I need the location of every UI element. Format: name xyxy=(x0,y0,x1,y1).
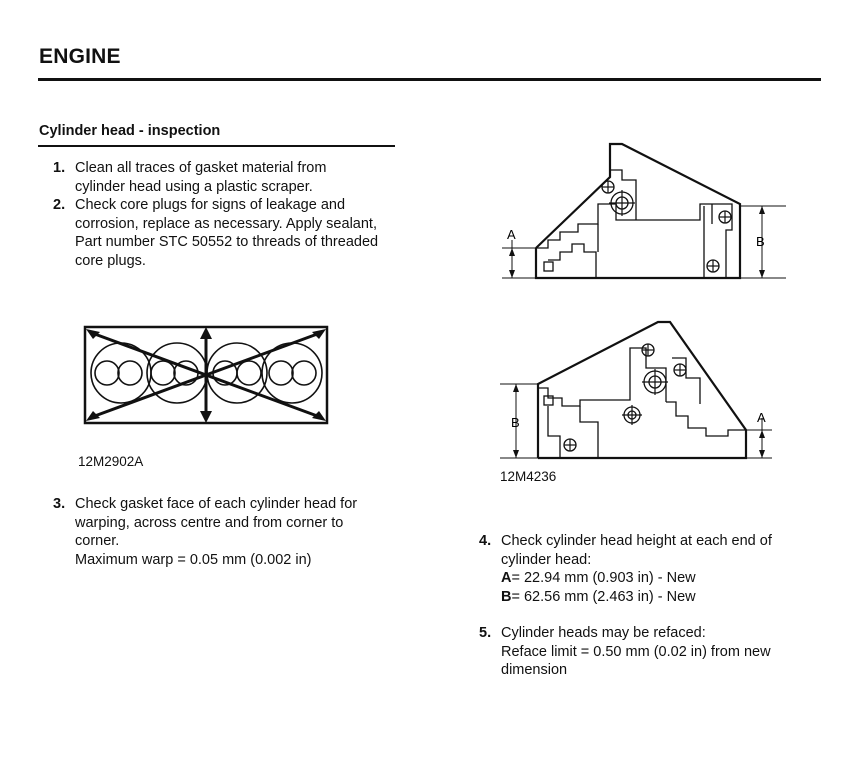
page-title: ENGINE xyxy=(39,45,121,68)
step-number: 2. xyxy=(53,197,66,213)
figure-label: 12M4236 xyxy=(500,469,557,484)
step-line: Check cylinder head height at each end of xyxy=(501,533,772,549)
step-number: 5. xyxy=(479,625,492,641)
step-line: Reface limit = 0.50 mm (0.02 in) from new xyxy=(501,643,771,660)
title-rule xyxy=(38,78,821,81)
step-line: cylinder head using a plastic scraper. xyxy=(75,178,313,195)
spec-value: = 62.56 mm (2.463 in) - New xyxy=(511,588,696,605)
step-line: warping, across centre and from corner to xyxy=(75,514,344,531)
section-rule xyxy=(38,145,395,147)
spec-value: = 22.94 mm (0.903 in) - New xyxy=(511,570,696,586)
step-line: Maximum warp = 0.05 mm (0.002 in) xyxy=(75,551,312,568)
spec-key: A xyxy=(501,570,512,586)
figure-label: 12M2902A xyxy=(78,454,144,469)
spec-b xyxy=(501,588,772,607)
dimension-a-label: A xyxy=(507,227,516,242)
step-line: corner. xyxy=(75,533,120,549)
step-number: 1. xyxy=(53,160,66,176)
step-line: corrosion, replace as necessary. Apply sealant, xyxy=(75,215,377,232)
height-diagram-upper xyxy=(500,140,790,285)
height-diagram-lower xyxy=(500,318,790,463)
step-line: Clean all traces of gasket material from xyxy=(75,160,327,176)
step-number: 3. xyxy=(53,496,66,512)
dimension-b-label: B xyxy=(756,234,765,249)
step-line: core plugs. xyxy=(75,252,146,269)
spec-key: B xyxy=(501,588,512,605)
step-line: Check gasket face of each cylinder head for xyxy=(75,496,358,512)
step-line: cylinder head: xyxy=(501,551,592,568)
section-title: Cylinder head - inspection xyxy=(39,123,221,139)
step-number: 4. xyxy=(479,533,492,549)
step-line: Cylinder heads may be refaced: xyxy=(501,625,706,641)
dimension-a-label: A xyxy=(757,410,766,425)
dimension-b-label: B xyxy=(511,415,520,430)
step-line: dimension xyxy=(501,662,568,678)
spec-a xyxy=(501,569,772,588)
step-line: Check core plugs for signs of leakage and xyxy=(75,197,346,213)
warp-check-diagram xyxy=(84,325,329,425)
step-line: Part number STC 50552 to threads of threaded xyxy=(75,234,379,250)
